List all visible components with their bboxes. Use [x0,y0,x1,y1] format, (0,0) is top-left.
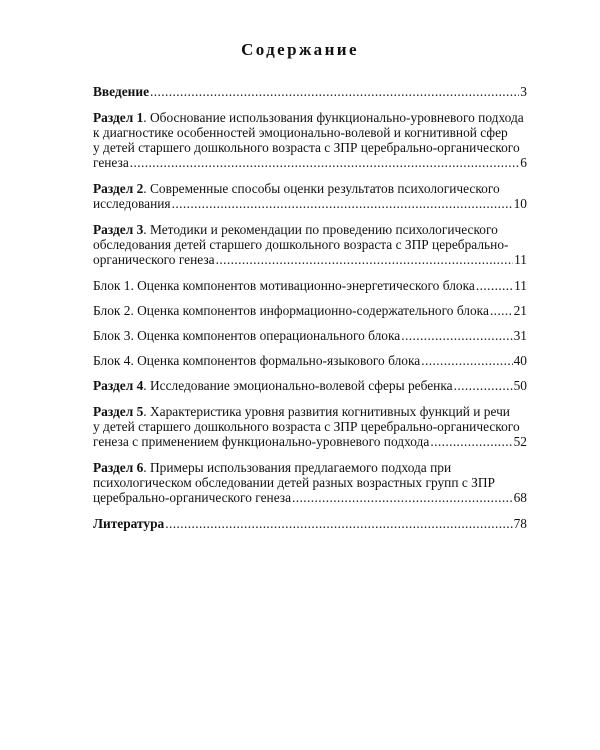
toc-entry-text: . Характеристика уровня развития когнитивных функций и речи [143,404,510,419]
toc-page-number: 52 [513,434,527,449]
toc-entry-text: Блок 1. Оценка компонентов мотивационно-энергетического блока [93,278,475,293]
toc-entry-section-3 [93,222,527,267]
toc-entry-label: Раздел 5 [93,404,144,419]
toc-page-number: 21 [513,303,527,318]
toc-entry-label: Введение [93,84,150,99]
toc-entry-text: исследования [93,196,171,211]
toc-entry-section-1 [93,110,527,170]
toc-entry-text: . Исследование эмоционально-волевой сферы ребенка [143,378,453,393]
toc-entry-text: . Обоснование использования функционально-уровневого подхода [143,110,524,125]
toc-page-number: 50 [513,378,527,393]
toc-page-number: 11 [514,252,527,267]
toc-page-number: 10 [513,196,527,211]
toc-entry-text: психологическом обследовании детей разных возрастных групп с ЗПР [93,475,495,490]
toc-entry-text: . Методики и рекомендации по проведению психологического [143,222,498,237]
leader-dots [130,155,520,170]
toc-entry-text: у детей старшего дошкольного возраста с ЗПР церебрально-органического [93,140,520,155]
toc-page-number: 11 [514,278,527,293]
leader-dots [490,303,513,318]
toc-entry-label: Раздел 6 [93,460,144,475]
toc-entry-text: Блок 3. Оценка компонентов операционального блока [93,328,401,343]
toc-page-number: 68 [513,490,527,505]
toc-page-number: 3 [520,84,527,99]
leader-dots [292,490,513,505]
toc-entry-block-4 [93,353,527,368]
toc-entry-text: генеза [93,155,129,170]
leader-dots [150,84,519,99]
toc-entry-text: церебрально-органического генеза [93,490,292,505]
toc-entry-text: органического генеза [93,252,215,267]
leader-dots [172,196,513,211]
toc-entry-label: Литература [93,516,165,531]
toc-entry-section-2 [93,181,527,211]
toc-entry-block-3 [93,328,527,343]
toc-entry-text: . Современные способы оценки результатов психологического [143,181,500,196]
toc-entry-text: генеза с применением функционально-уровневого подхода [93,434,430,449]
toc-entry-section-4 [93,378,527,393]
table-of-contents [93,84,527,542]
leader-dots [454,378,513,393]
toc-entry-text: к диагностике особенностей эмоционально-волевой и когнитивной сфер [93,125,508,140]
toc-entry-section-5 [93,404,527,449]
toc-entry-label: Раздел 2 [93,181,144,196]
toc-entry-label: Раздел 3 [93,222,144,237]
toc-entry-label: Раздел 1 [93,110,144,125]
toc-entry-introduction [93,84,527,99]
toc-entry-label: Раздел 4 [93,378,144,393]
toc-entry-text: у детей старшего дошкольного возраста с ЗПР церебрально-органического [93,419,520,434]
toc-entry-literature [93,516,527,531]
toc-entry-section-6 [93,460,527,505]
leader-dots [216,252,513,267]
leader-dots [165,516,512,531]
toc-entry-text: . Примеры использования предлагаемого подхода при [143,460,452,475]
leader-dots [401,328,512,343]
leader-dots [476,278,513,293]
toc-page-number: 40 [513,353,527,368]
toc-page-number: 31 [513,328,527,343]
leader-dots [430,434,512,449]
toc-page-number: 6 [520,155,527,170]
toc-entry-text: Блок 2. Оценка компонентов информационно-содержательного блока [93,303,489,318]
toc-entry-text: обследования детей старшего дошкольного возраста с ЗПР церебрально- [93,237,509,252]
toc-entry-block-2 [93,303,527,318]
toc-page-number: 78 [513,516,527,531]
toc-entry-text: Блок 4. Оценка компонентов формально-языкового блока [93,353,421,368]
toc-entry-block-1 [93,278,527,293]
page-title: Содержание [241,40,359,59]
leader-dots [421,353,512,368]
